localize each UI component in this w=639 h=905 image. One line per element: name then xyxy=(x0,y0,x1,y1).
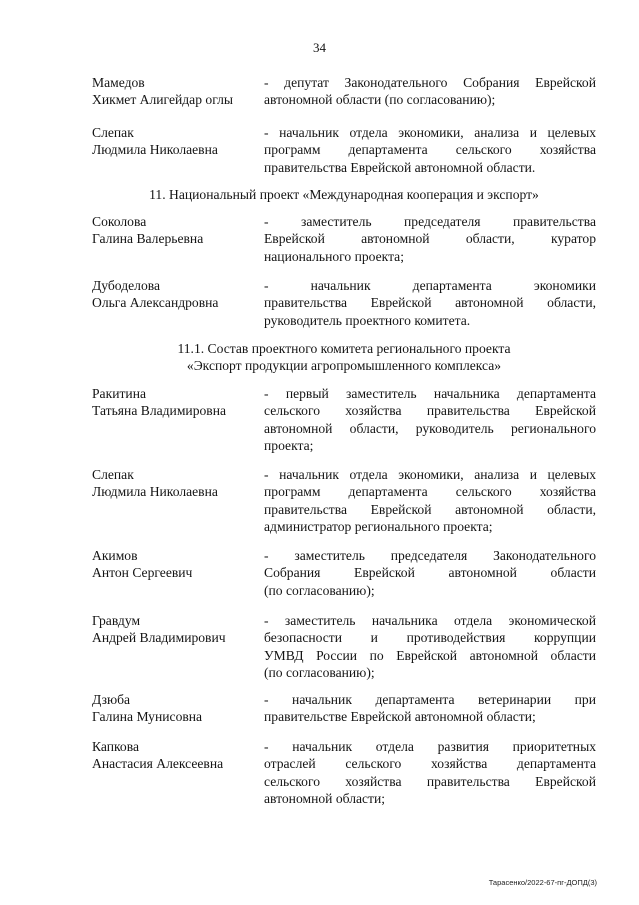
member-entry xyxy=(92,738,596,808)
member-position-line: (по согласованию); xyxy=(264,582,375,598)
member-name-line: Галина Валерьевна xyxy=(92,231,204,247)
member-position-line: правительстве Еврейской автономной области; xyxy=(264,709,536,725)
member-position-line: - начальник департамента экономики xyxy=(264,278,596,293)
member-name xyxy=(92,691,262,726)
member-position-line: автономной области; xyxy=(264,791,386,807)
member-entry xyxy=(92,277,596,329)
member-position-line: программ департамента сельского хозяйства xyxy=(264,142,596,158)
member-name xyxy=(92,385,262,420)
member-position-line: правительства Еврейской автономной области, xyxy=(264,501,596,517)
member-name-line: Людмила Николаевна xyxy=(92,484,218,500)
member-position xyxy=(264,74,596,109)
member-position xyxy=(264,466,596,536)
member-name-line: Слепак xyxy=(92,467,134,482)
member-entry xyxy=(92,691,596,726)
page-number: 34 xyxy=(313,40,326,55)
member-name-line: Галина Мунисовна xyxy=(92,709,203,725)
member-position-line: - начальник отдела экономики, анализа и целевых xyxy=(264,125,596,140)
member-name-line: Слепак xyxy=(92,125,134,140)
member-position-line: УМВД России по Еврейской автономной области xyxy=(264,647,596,663)
section-heading xyxy=(92,186,596,203)
member-position-line: программ департамента сельского хозяйства xyxy=(264,484,596,500)
member-entry xyxy=(92,385,596,455)
member-name xyxy=(92,612,262,647)
member-name-line: Людмила Николаевна xyxy=(92,142,218,158)
member-name-line: Соколова xyxy=(92,214,147,229)
section-heading-line: «Экспорт продукции агропромышленного комплекса» xyxy=(186,358,502,374)
member-position-line: администратор регионального проекта; xyxy=(264,519,493,535)
member-position-line: - первый заместитель начальника департамента xyxy=(264,386,596,401)
member-name-line: Анастасия Алексеевна xyxy=(92,756,224,772)
member-position-line: безопасности и противодействия коррупции xyxy=(264,630,596,646)
member-position-line: руководитель проектного комитета. xyxy=(264,312,471,328)
member-position xyxy=(264,213,596,265)
member-name-line: Татьяна Владимировна xyxy=(92,403,227,419)
member-position-line: Собрания Еврейской автономной области xyxy=(264,565,596,581)
member-name-line: Антон Сергеевич xyxy=(92,565,193,581)
member-position xyxy=(264,385,596,455)
member-name xyxy=(92,213,262,248)
member-name xyxy=(92,277,262,312)
section-heading xyxy=(92,340,596,375)
member-position-line: автономной области, руководитель регионального xyxy=(264,420,596,436)
section-heading-line: 11.1. Состав проектного комитета регионального проекта xyxy=(177,341,511,356)
member-entry xyxy=(92,74,596,109)
member-name xyxy=(92,74,262,109)
member-position-line: - заместитель начальника отдела экономической xyxy=(264,613,596,628)
member-position xyxy=(264,277,596,329)
member-entry xyxy=(92,612,596,682)
member-entry xyxy=(92,466,596,536)
member-position-line: - заместитель председателя Законодательного xyxy=(264,548,596,563)
member-position-line: - начальник департамента ветеринарии при xyxy=(264,692,596,707)
member-name-line: Дубоделова xyxy=(92,278,161,293)
member-position-line: - заместитель председателя правительства xyxy=(264,214,596,229)
member-position-line: правительства Еврейской автономной области, xyxy=(264,295,596,311)
member-name-line: Андрей Владимирович xyxy=(92,630,226,646)
member-name-line: Ракитина xyxy=(92,386,146,401)
member-name-line: Мамедов xyxy=(92,75,145,90)
member-position-line: - начальник отдела развития приоритетных xyxy=(264,739,596,754)
member-entry xyxy=(92,213,596,265)
member-name xyxy=(92,547,262,582)
member-name xyxy=(92,466,262,501)
member-position-line: сельского хозяйства правительства Еврейской xyxy=(264,403,596,419)
member-name-line: Гравдум xyxy=(92,613,141,628)
member-position-line: Еврейской автономной области, куратор xyxy=(264,231,596,247)
member-position-line: отраслей сельского хозяйства департамента xyxy=(264,756,596,772)
member-name-line: Капкова xyxy=(92,739,140,754)
member-position-line: национального проекта; xyxy=(264,248,404,264)
member-position xyxy=(264,612,596,682)
member-position xyxy=(264,124,596,176)
member-position-line: - депутат Законодательного Собрания Еврейской xyxy=(264,75,596,90)
member-name xyxy=(92,124,262,159)
member-entry xyxy=(92,547,596,599)
member-entry xyxy=(92,124,596,176)
member-name-line: Акимов xyxy=(92,548,138,563)
member-name-line: Дзюба xyxy=(92,692,131,707)
member-position-line: сельского хозяйства правительства Еврейской xyxy=(264,773,596,789)
document-reference-footer: Тарасенко/2022-67-пг-ДОПД(3) xyxy=(488,878,597,887)
member-position-line: - начальник отдела экономики, анализа и целевых xyxy=(264,467,596,482)
member-position-line: (по согласованию); xyxy=(264,665,375,681)
member-name-line: Ольга Александровна xyxy=(92,295,219,311)
member-position xyxy=(264,691,596,726)
member-name-line: Хикмет Алигейдар оглы xyxy=(92,92,233,108)
member-position-line: автономной области (по согласованию); xyxy=(264,92,496,108)
member-name xyxy=(92,738,262,773)
member-position-line: правительства Еврейской автономной области. xyxy=(264,159,536,175)
member-position xyxy=(264,547,596,599)
member-position-line: проекта; xyxy=(264,438,314,454)
member-position xyxy=(264,738,596,808)
section-heading-line: 11. Национальный проект «Международная кооперация и экспорт» xyxy=(149,187,539,202)
